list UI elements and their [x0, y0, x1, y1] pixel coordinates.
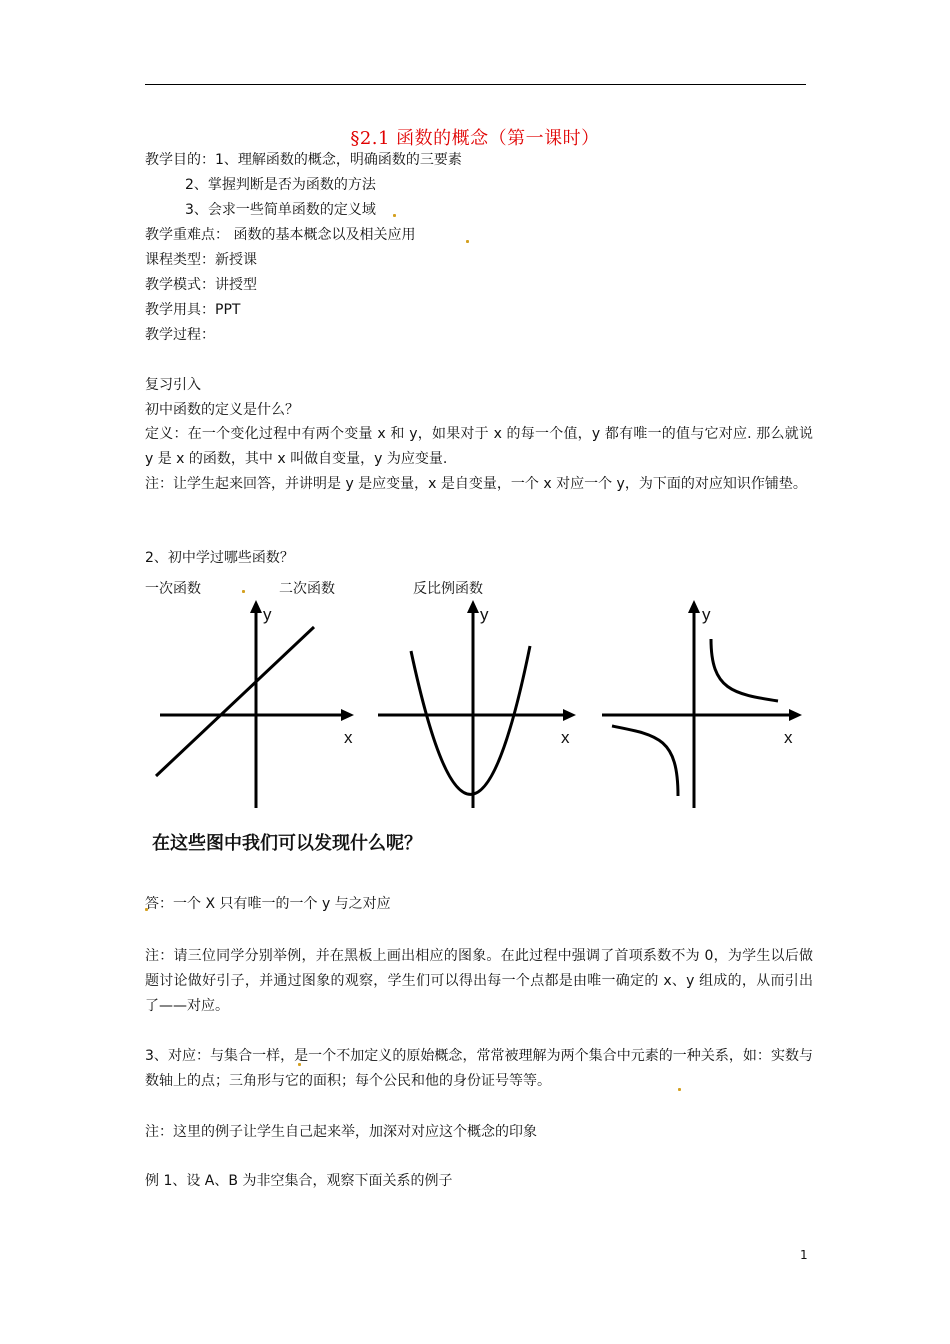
x-axis-arrow	[789, 709, 802, 721]
hyperbola-branch-upper	[711, 639, 778, 701]
x-axis-arrow	[341, 709, 354, 721]
mark-dot	[466, 240, 469, 243]
y-axis-label: y	[480, 605, 489, 624]
y-axis-label: y	[702, 605, 711, 624]
key-points-line: 教学重难点： 函数的基本概念以及相关应用	[145, 227, 416, 243]
review-heading: 复习引入	[145, 377, 201, 393]
graph-label-quadratic: 二次函数	[279, 581, 335, 597]
teaching-tools-line: 教学用具：PPT	[145, 302, 241, 318]
y-axis-arrow	[250, 600, 262, 613]
x-axis-label: x	[561, 728, 570, 747]
teacher-note-2: 注：请三位同学分别举例，并在黑板上画出相应的图象。在此过程中强调了首项系数不为 0，为学生以后做题讨论做好引子，并通过图象的观察，学生们可以得出每一个点都是由唯一确定的 x、y 组成的，从而引出了——对应。	[145, 948, 813, 1014]
example-1: 例 1、设 A、B 为非空集合，观察下面关系的例子	[145, 1173, 453, 1189]
graph-label-linear: 一次函数	[145, 581, 201, 597]
answer-line: 答：一个 X 只有唯一的一个 y 与之对应	[145, 896, 391, 912]
course-type-line: 课程类型：新授课	[145, 252, 257, 268]
mark-dot	[242, 590, 245, 593]
hyperbola-branch-lower	[612, 726, 678, 796]
x-axis-label: x	[784, 728, 793, 747]
review-question-2: 2、初中学过哪些函数？	[145, 550, 294, 566]
parabola-curve	[411, 646, 530, 794]
mark-dot	[393, 214, 396, 217]
y-axis-arrow	[688, 600, 700, 613]
y-axis-arrow	[467, 600, 479, 613]
page-number: 1	[800, 1248, 808, 1262]
review-note: 注：让学生起来回答，并讲明是 y 是应变量，x 是自变量，一个 x 对应一个 y，为下面的对应知识作铺垫。	[145, 476, 807, 492]
header-rule	[145, 84, 806, 85]
function-definition: 定义：在一个变化过程中有两个变量 x 和 y，如果对于 x 的每一个值，y 都有唯一的值与它对应. 那么就说 y 是 x 的函数，其中 x 叫做自变量，y 为应变量.	[145, 426, 813, 467]
y-axis-label: y	[263, 605, 272, 624]
review-question-1: 初中函数的定义是什么？	[145, 402, 299, 418]
objectives-line-2: 2、掌握判断是否为函数的方法	[185, 177, 376, 193]
graph-label-inverse: 反比例函数	[413, 581, 483, 597]
objectives-line-1: 教学目的：1、理解函数的概念，明确函数的三要素	[145, 152, 462, 168]
linear-function-graph	[150, 598, 360, 810]
page-title: §2.1 函数的概念（第一课时）	[350, 128, 600, 149]
x-axis-label: x	[344, 728, 353, 747]
discussion-question: 在这些图中我们可以发现什么呢？	[152, 833, 422, 853]
teaching-process-line: 教学过程：	[145, 327, 215, 343]
teaching-mode-line: 教学模式：讲授型	[145, 277, 257, 293]
correspondence-paragraph: 3、对应：与集合一样，是一个不加定义的原始概念，常常被理解为两个集合中元素的一种关系，如：实数与数轴上的点；三角形与它的面积；每个公民和他的身份证号等等。	[145, 1048, 813, 1089]
inverse-function-graph	[598, 598, 808, 810]
x-axis-arrow	[563, 709, 576, 721]
quadratic-function-graph	[372, 598, 582, 810]
linear-curve	[156, 627, 314, 776]
objectives-line-3: 3、会求一些简单函数的定义域	[185, 202, 376, 218]
teacher-note-3: 注：这里的例子让学生自己起来举，加深对对应这个概念的印象	[145, 1124, 537, 1140]
